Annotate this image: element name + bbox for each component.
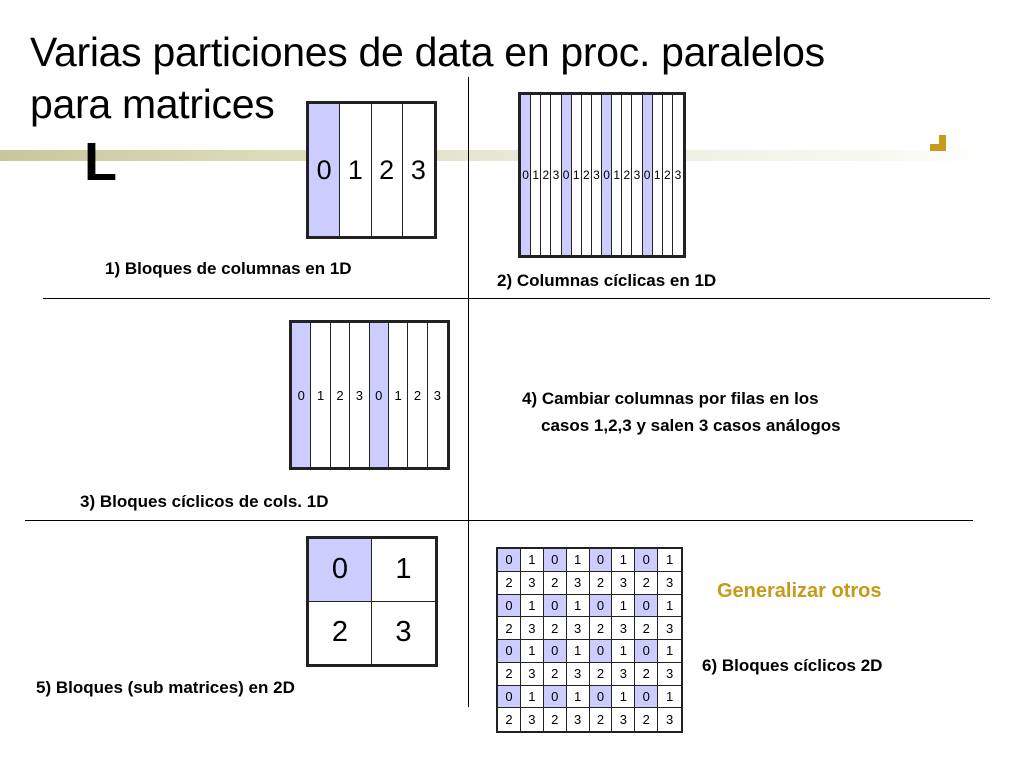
horizontal-separator-bottom (25, 520, 973, 521)
caption-column-blocks-1d: 1) Bloques de columnas en 1D (105, 259, 352, 278)
matrix-cell: 0 (370, 323, 389, 467)
cyclic-columns-1d-matrix (518, 92, 686, 258)
matrix-cell: 2 (372, 104, 403, 236)
cyclic-blocks-2d-matrix (496, 547, 683, 733)
submatrix-blocks-2d-matrix (306, 536, 438, 667)
matrix-cell: 0 (498, 549, 521, 572)
matrix-cell: 1 (521, 640, 544, 663)
matrix-cell: 3 (658, 617, 681, 640)
matrix-cell: 3 (665, 712, 674, 728)
matrix-cell: 1 (572, 95, 582, 255)
slide-title (30, 26, 990, 130)
matrix-cell: 1 (658, 686, 681, 709)
matrix-cell: 1 (531, 95, 541, 255)
matrix-cell: 0 (309, 539, 372, 602)
matrix-cell: 0 (498, 686, 521, 709)
matrix-cell: 3 (658, 663, 681, 686)
matrix-cell: 2 (498, 663, 521, 686)
matrix-cell: 2 (544, 663, 567, 686)
matrix-cell: 1 (521, 595, 544, 618)
matrix-cell: 2 (590, 663, 613, 686)
matrix-cell: 1 (612, 95, 622, 255)
corner-bracket-decoration (930, 135, 946, 151)
matrix-cell: 0 (590, 549, 613, 572)
matrix-cell: 0 (635, 686, 658, 709)
matrix-cell: 1 (658, 549, 681, 572)
matrix-cell: 1 (521, 686, 544, 709)
matrix-cell: 3 (567, 617, 590, 640)
matrix-cell: 1 (567, 640, 590, 663)
matrix-cell: 3 (612, 708, 635, 731)
matrix-cell: 1 (372, 539, 435, 602)
matrix-cell: 1 (389, 323, 408, 467)
caption-submatrix-blocks-2d: 5) Bloques (sub matrices) en 2D (36, 678, 295, 697)
matrix-cell: 2 (635, 617, 658, 640)
caption-cyclic-columns-1d: 2) Columnas cíclicas en 1D (497, 271, 717, 290)
matrix-cell: 2 (590, 617, 613, 640)
matrix-cell: 0 (498, 595, 521, 618)
matrix-cell: 0 (635, 549, 658, 572)
matrix-cell: 3 (592, 95, 602, 255)
matrix-cell: 3 (632, 95, 642, 255)
matrix-cell: 2 (590, 708, 613, 731)
matrix-cell: 0 (544, 640, 567, 663)
slide-title-line2: para matrices (30, 81, 275, 127)
matrix-cell: 2 (544, 617, 567, 640)
matrix-cell: 0 (590, 686, 613, 709)
matrix-cell: 2 (663, 95, 673, 255)
matrix-cell: 2 (544, 708, 567, 731)
matrix-cell: 0 (590, 595, 613, 618)
matrix-cell: 0 (643, 95, 653, 255)
matrix-cell: 1 (612, 595, 635, 618)
swap-rows-note-line2: casos 1,2,3 y salen 3 casos análogos (541, 416, 841, 435)
matrix-cell: 1 (612, 686, 635, 709)
matrix-cell: 3 (521, 663, 544, 686)
matrix-cell: 0 (521, 95, 531, 255)
matrix-cell: 2 (498, 617, 521, 640)
matrix-cell: 3 (433, 387, 441, 403)
column-blocks-1d-matrix (306, 101, 437, 239)
caption-cyclic-blocks-1d: 3) Bloques cíclicos de cols. 1D (80, 492, 329, 511)
matrix-cell: 2 (309, 602, 372, 665)
matrix-cell: 3 (521, 708, 544, 731)
matrix-cell: 3 (395, 616, 412, 649)
matrix-cell: 0 (635, 640, 658, 663)
matrix-cell: 1 (658, 595, 681, 618)
matrix-cell: 2 (622, 95, 632, 255)
matrix-cell: 3 (612, 663, 635, 686)
matrix-cell: 0 (498, 640, 521, 663)
matrix-cell: 3 (658, 572, 681, 595)
matrix-cell: 1 (653, 95, 663, 255)
matrix-cell: 1 (521, 549, 544, 572)
generalize-note: Generalizar otros (717, 580, 882, 602)
matrix-cell: 0 (562, 95, 572, 255)
matrix-cell: 2 (498, 572, 521, 595)
matrix-cell: 0 (590, 640, 613, 663)
matrix-cell: 3 (551, 95, 561, 255)
matrix-cell: 2 (331, 323, 350, 467)
matrix-cell: 3 (410, 154, 426, 185)
matrix-cell: 0 (544, 549, 567, 572)
matrix-cell: 0 (292, 323, 311, 467)
matrix-cell: 3 (567, 708, 590, 731)
matrix-cell: 1 (612, 640, 635, 663)
matrix-cell: 1 (340, 104, 371, 236)
caption-cyclic-blocks-2d: 6) Bloques cíclicos 2D (702, 656, 883, 675)
matrix-cell: 1 (567, 686, 590, 709)
swap-rows-note-line1: 4) Cambiar columnas por filas en los (522, 389, 819, 408)
matrix-cell: 3 (567, 572, 590, 595)
matrix-cell: 3 (674, 168, 682, 182)
matrix-cell: 1 (311, 323, 330, 467)
matrix-cell: 3 (521, 572, 544, 595)
matrix-cell: 0 (602, 95, 612, 255)
matrix-cell: 0 (309, 104, 340, 236)
matrix-cell: 3 (521, 617, 544, 640)
horizontal-separator-top (43, 298, 990, 299)
matrix-cell: 2 (635, 708, 658, 731)
matrix-cell: 1 (612, 549, 635, 572)
matrix-cell: 2 (541, 95, 551, 255)
matrix-cell: 2 (582, 95, 592, 255)
matrix-cell: 2 (635, 663, 658, 686)
cyclic-blocks-1d-matrix (289, 320, 450, 470)
matrix-cell: 1 (567, 549, 590, 572)
matrix-cell: 3 (567, 663, 590, 686)
matrix-cell: 3 (612, 572, 635, 595)
title-underline-bar (0, 150, 1000, 161)
matrix-cell: 0 (635, 595, 658, 618)
matrix-cell: 3 (350, 323, 369, 467)
matrix-cell: 2 (635, 572, 658, 595)
vertical-separator (468, 77, 469, 707)
matrix-cell: 0 (544, 595, 567, 618)
matrix-cell: 2 (498, 708, 521, 731)
matrix-cell: 2 (408, 323, 427, 467)
matrix-cell: 1 (567, 595, 590, 618)
title-badge-letter: L (84, 132, 117, 192)
matrix-cell: 0 (544, 686, 567, 709)
matrix-cell: 1 (658, 640, 681, 663)
slide-title-line1: Varias particiones de data en proc. paralelos (30, 29, 825, 75)
matrix-cell: 2 (544, 572, 567, 595)
matrix-cell: 2 (590, 572, 613, 595)
matrix-cell: 3 (612, 617, 635, 640)
